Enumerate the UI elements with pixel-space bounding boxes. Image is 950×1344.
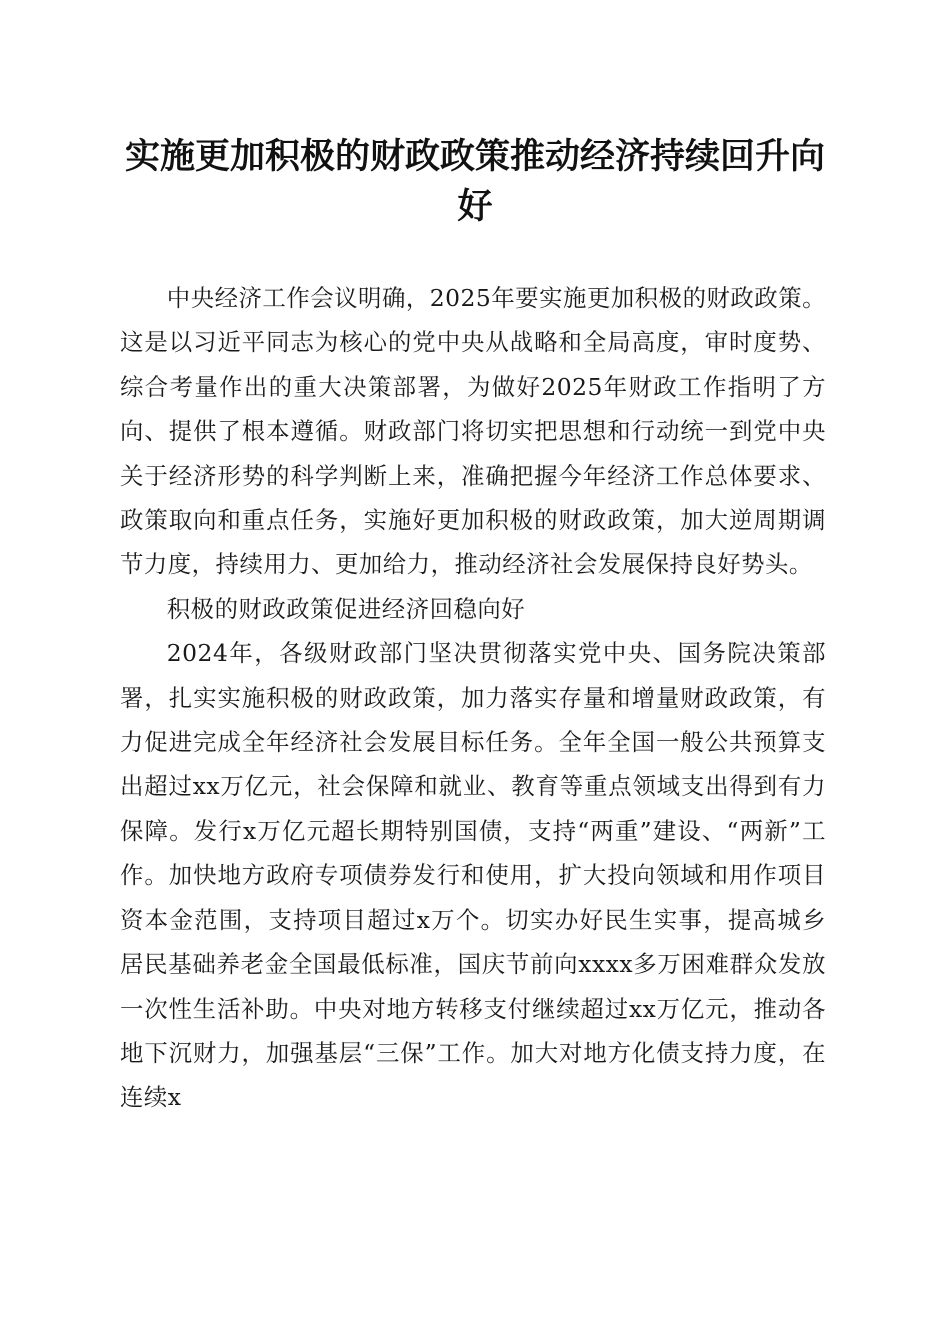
intro-paragraph: 中央经济工作会议明确，2025年要实施更加积极的财政政策。这是以习近平同志为核心的党中央从战略和全局高度，审时度势、综合考量作出的重大决策部署，为做好2025年财政工作指明了方向、提供了根本遵循。财政部门将切实把思想和行动统一到党中央关于经济形势的科学判断上来，准确把握今年经济工作总体要求、政策取向和重点任务，实施好更加积极的财政政策，加大逆周期调节力度，持续用力、更加给力，推动经济社会发展保持良好势头。 <box>120 284 826 579</box>
section-paragraph: 2024年，各级财政部门坚决贯彻落实党中央、国务院决策部署，扎实实施积极的财政政策，加力落实存量和增量财政政策，有力促进完成全年经济社会发展目标任务。全年全国一般公共预算支出超过xx万亿元，社会保障和就业、教育等重点领域支出得到有力保障。发行x万亿元超长期特别国债，支持“两重”建设、“两新”工作。加快地方政府专项债券发行和使用，扩大投向领域和用作项目资本金范围，支持项目超过x万个。切实办好民生实事，提高城乡居民基础养老金全国最低标准，国庆节前向xxxx多万困难群众发放一次性生活补助。中央对地方转移支付继续超过xx万亿元，推动各地下沉财力，加强基层“三保”工作。加大对地方化债支持力度，在连续x <box>120 639 826 1112</box>
document-body <box>120 276 826 1120</box>
document-title: 实施更加积极的财政政策推动经济持续回升向好 <box>124 136 825 227</box>
section-heading: 积极的财政政策促进经济回稳向好 <box>166 594 526 623</box>
